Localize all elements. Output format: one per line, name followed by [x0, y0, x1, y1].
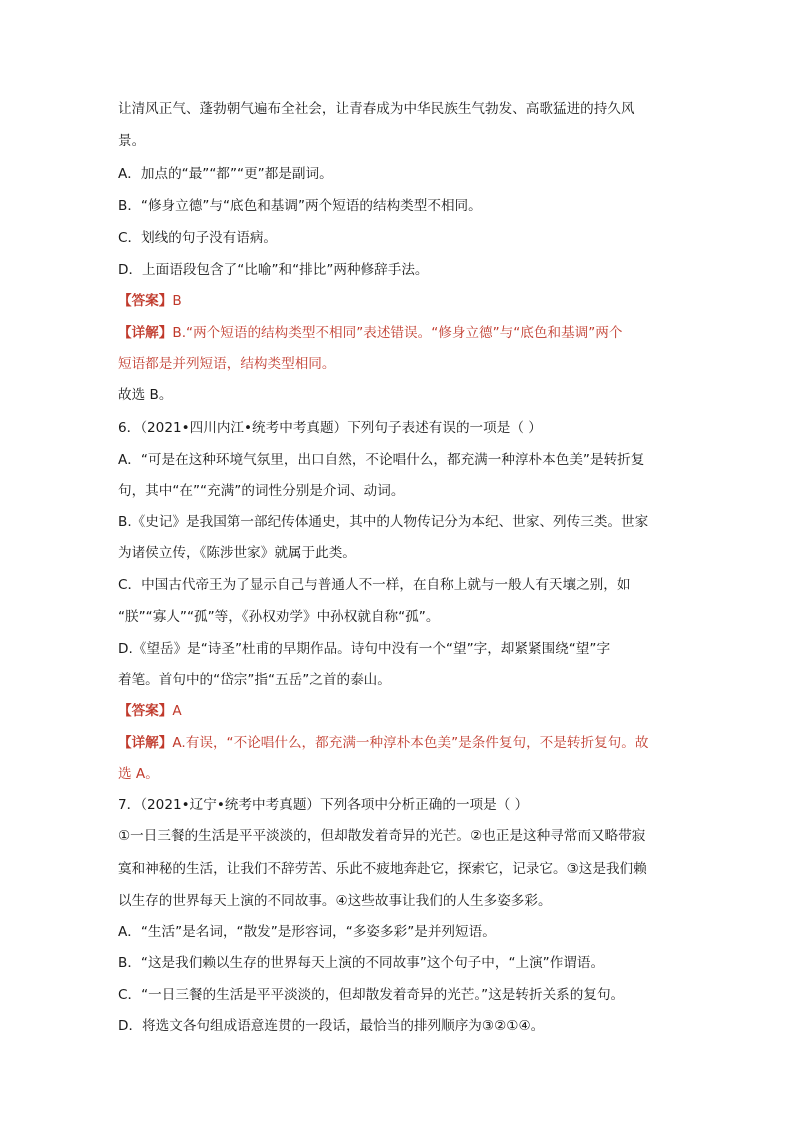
answer-tag: 【答案】: [118, 293, 173, 309]
option-a-cont: 句，其中“在”“充满”的词性分别是介词、动词。: [118, 483, 405, 499]
explanation-tag: 【详解】: [118, 735, 173, 751]
explanation-line: 【详解】B.“两个短语的结构类型不相同”表述错误。“修身立德”与“底色和基调”两个: [118, 325, 623, 341]
answer-line: [118, 291, 182, 311]
option-c: C．中国古代帝王为了显示自己与普通人不一样，在自称上就与一般人有天壤之别，如: [118, 577, 631, 593]
option-d: D．上面语段包含了“比喻”和“排比”两种修辞手法。: [118, 262, 429, 278]
explanation-tag: 【详解】: [118, 325, 173, 341]
option-d: D.《望岳》是“诗圣”杜甫的早期作品。诗句中没有一个“望”字，却紧紧围绕“望”字: [118, 641, 611, 657]
explanation-line: 短语都是并列短语，结构类型相同。: [118, 356, 336, 372]
passage-line: 寞和神秘的生活，让我们不辞劳苦、乐此不疲地奔赴它，探索它，记录它。③这是我们赖: [118, 861, 647, 877]
option-b: B．“这是我们赖以生存的世界每天上演的不同故事”这个句子中，“上演”作谓语。: [118, 955, 605, 971]
answer-value: A: [172, 703, 182, 719]
conclusion-line: 故选 B。: [118, 387, 173, 403]
option-a: A．加点的“最”“都”“更”都是副词。: [118, 166, 333, 182]
option-b: B.《史记》是我国第一部纪传体通史，其中的人物传记分为本纪、世家、列传三类。世家: [118, 514, 649, 530]
answer-value: B: [172, 293, 182, 309]
passage-line: 以生存的世界每天上演的不同故事。④这些故事让我们的人生多姿多彩。: [118, 893, 552, 909]
option-a: A．“可是在这种环境气氛里，出口自然，不论唱什么，都充满一种淳朴本色美”是转折复: [118, 452, 645, 468]
explanation-line: 选 A。: [118, 766, 159, 782]
passage-line: ①一日三餐的生活是平平淡淡的，但却散发着奇异的光芒。②也正是这种寻常而又略带寂: [118, 828, 646, 844]
answer-tag: 【答案】: [118, 703, 173, 719]
answer-line: [118, 701, 182, 721]
option-b: B．“修身立德”与“底色和基调”两个短语的结构类型不相同。: [118, 198, 482, 214]
explanation-line: 【详解】A.有误，“不论唱什么，都充满一种淳朴本色美”是条件复句，不是转折复句。故: [118, 735, 649, 751]
option-a: A．“生活”是名词，“散发”是形容词，“多姿多彩”是并列短语。: [118, 924, 496, 940]
paragraph-line: 让清风正气、蓬勃朝气遍布全社会，让青春成为中华民族生气勃发、高歌猛进的持久风: [118, 101, 635, 117]
option-c-cont: “朕”“寡人”“孤”等，《孙权劝学》中孙权就自称“孤”。: [118, 609, 440, 625]
paragraph-line: 景。: [118, 133, 146, 149]
question-6-title: 6．（2021•四川内江•统考中考真题）下列句子表述有误的一项是（ ）: [118, 420, 542, 436]
option-d: D．将选文各句组成语意连贯的一段话，最恰当的排列顺序为③②①④。: [118, 1018, 545, 1034]
option-c: C．“一日三餐的生活是平平淡淡的，但却散发着奇异的光芒。”这是转折关系的复句。: [118, 987, 625, 1003]
question-7-title: 7．（2021•辽宁•统考中考真题）下列各项中分析正确的一项是（ ）: [118, 797, 529, 813]
option-c: C．划线的句子没有语病。: [118, 230, 278, 246]
option-d-cont: 着笔。首句中的“岱宗”指“五岳”之首的泰山。: [118, 672, 391, 688]
option-b-cont: 为诸侯立传，《陈涉世家》就属于此类。: [118, 545, 356, 561]
